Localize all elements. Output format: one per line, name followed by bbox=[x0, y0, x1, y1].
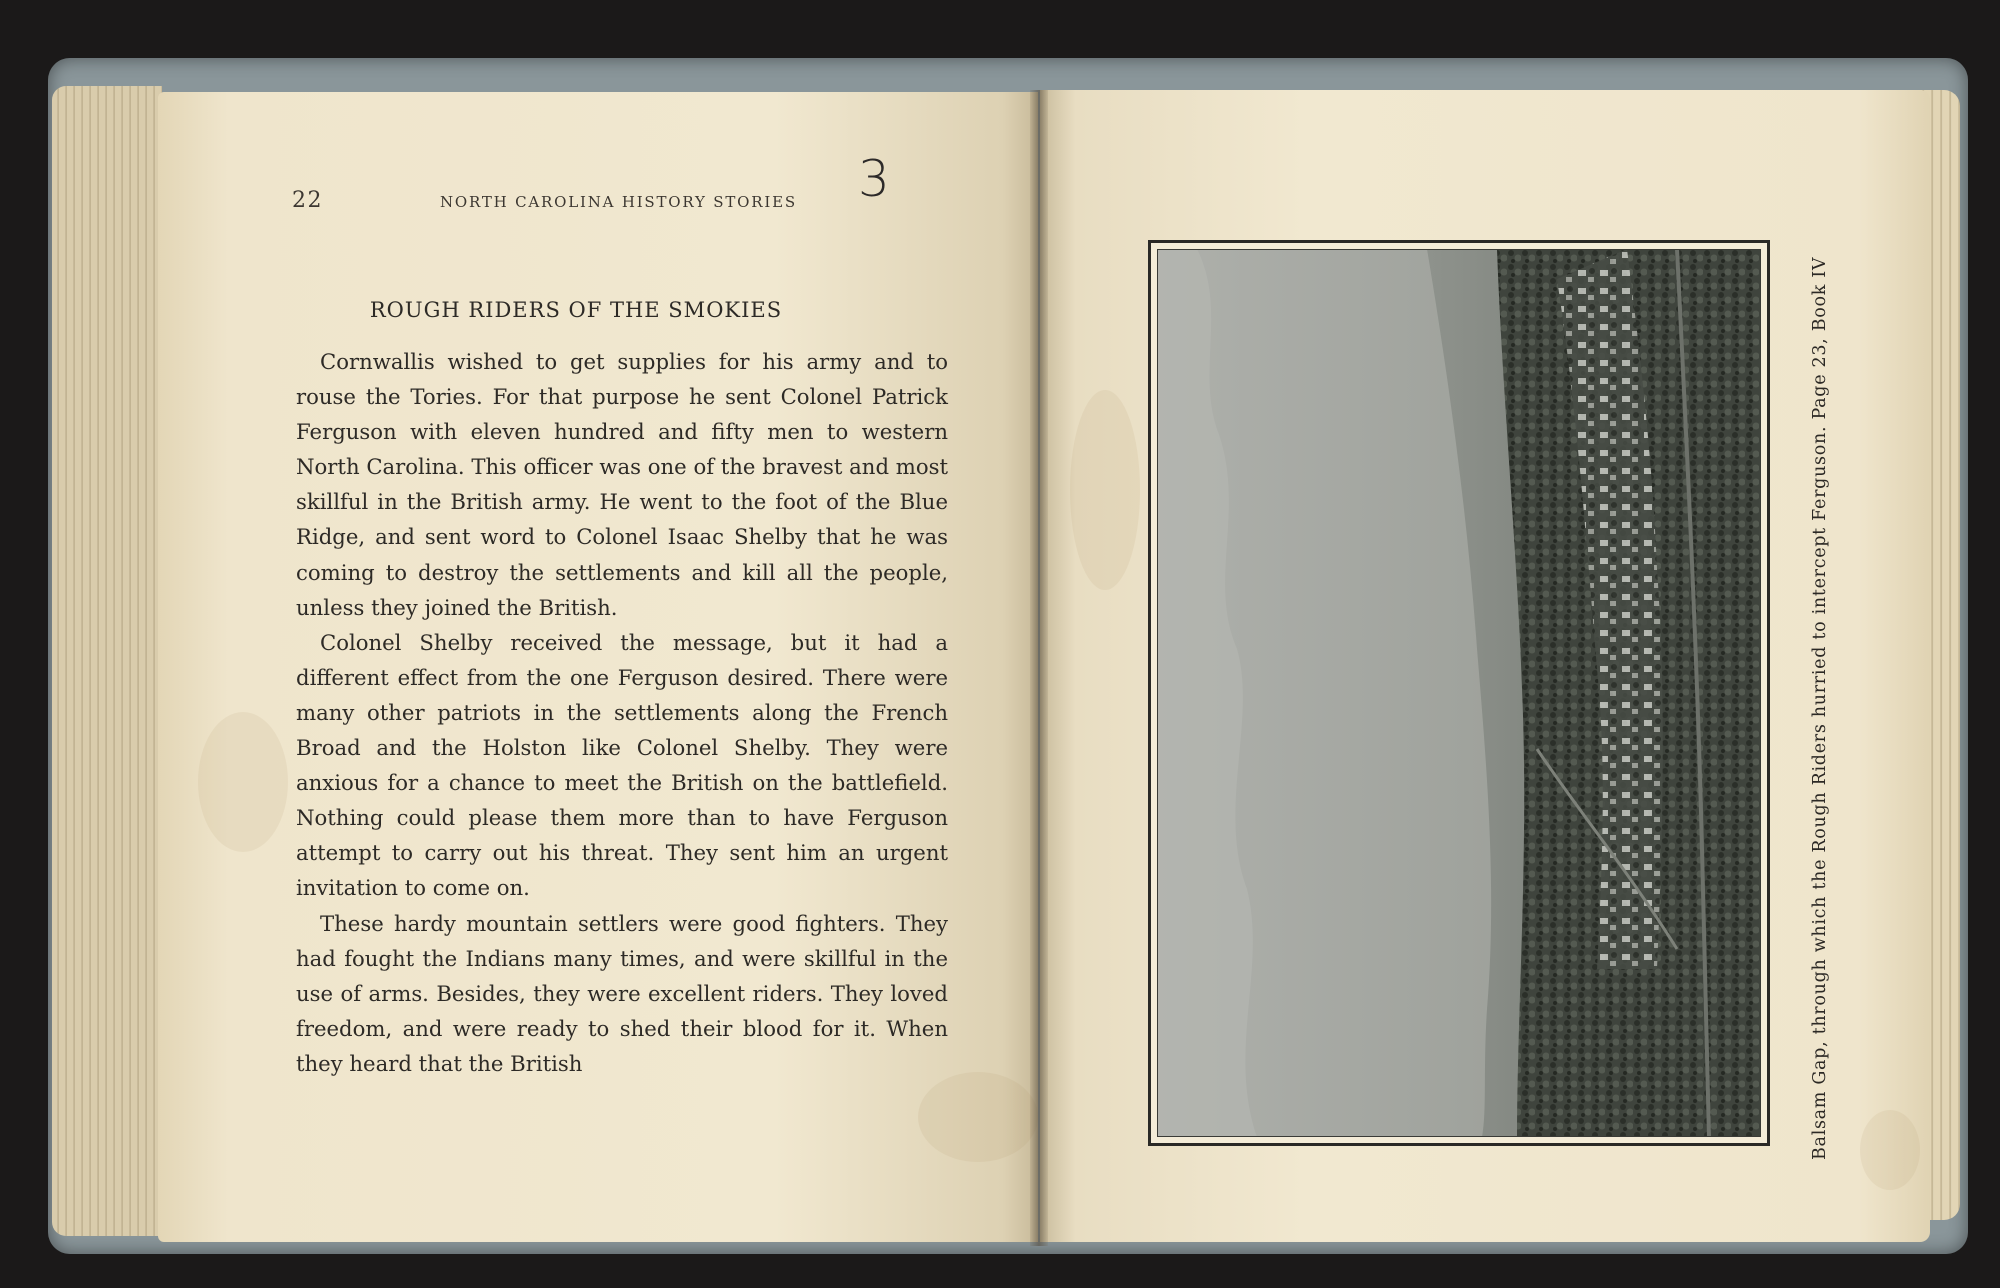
paragraph-3: These hardy mountain settlers were good fighters. They had fought the Indians many times, and were skillful in the use of arms. Besides, they were excellent riders. They loved freedom, and were ready to shed their blood for it. When they heard that the British bbox=[296, 910, 948, 1076]
photo-plate bbox=[1148, 240, 1770, 1146]
caption-column bbox=[1780, 245, 1840, 1165]
running-title: NORTH CAROLINA HISTORY STORIES bbox=[440, 193, 797, 211]
body-text bbox=[296, 344, 948, 1081]
paragraph-2: Colonel Shelby received the message, but it had a different effect from the one Ferguson desired. There were many other patriots in the settlements along the French Broad and the Holston like Colonel Shelby. They were anxious for a chance to meet the British on the battlefield. Nothing could please them more than to have Ferguson attempt to carry out his threat. They sent him an urgent invitation to come on. bbox=[296, 629, 948, 901]
paragraph-1: Cornwallis wished to get supplies for his army and to rouse the Tories. For that purpose he sent Colonel Patrick Ferguson with eleven hundred and fifty men to western North Carolina. This officer was one of the bravest and most skillful in the British army. He went to the foot of the Blue Ridge, and sent word to Colonel Isaac Shelby that he was coming to destroy the settlements and kill all the people, unless they joined the British. bbox=[296, 349, 948, 620]
handwritten-annotation: 3 bbox=[858, 150, 890, 208]
running-head bbox=[292, 188, 852, 218]
plate-caption: Balsam Gap, through which the Rough Riders hurried to intercept Ferguson. Page 23, Book IV bbox=[1810, 256, 1830, 1160]
page-number: 22 bbox=[292, 188, 323, 213]
left-page-edges bbox=[52, 86, 162, 1236]
chapter-title: ROUGH RIDERS OF THE SMOKIES bbox=[369, 298, 783, 322]
book-gutter bbox=[1030, 90, 1048, 1246]
mountain-gap-photo bbox=[1157, 249, 1761, 1137]
